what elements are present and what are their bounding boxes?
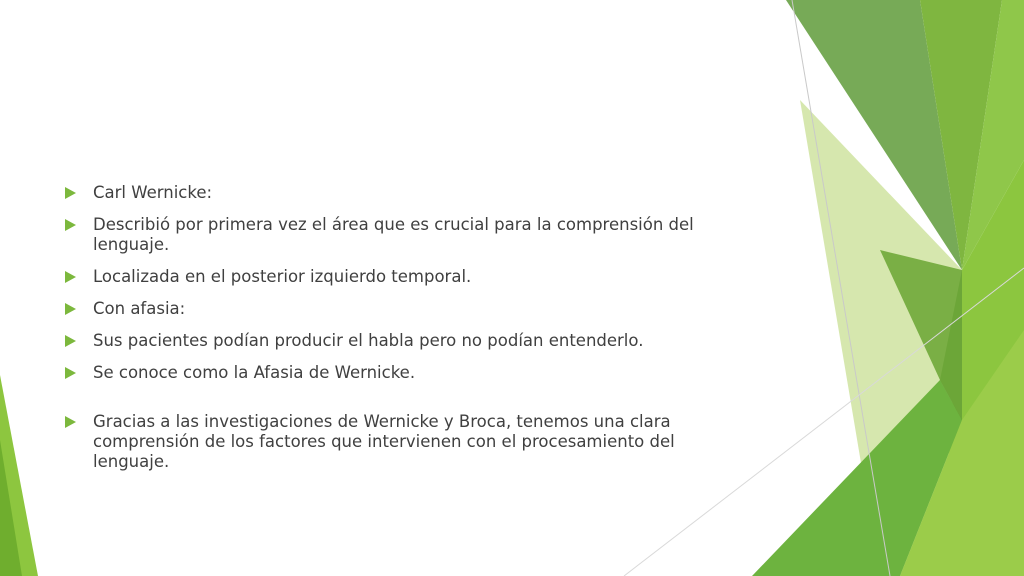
- bullet-text: Gracias a las investigaciones de Wernicke y Broca, tenemos una clara comprensión de los factores que intervienen con el procesamiento del lenguaje.: [93, 412, 675, 471]
- triangle-right-icon: [64, 187, 76, 199]
- bullet-text: Con afasia:: [93, 299, 186, 318]
- bullet-text: Sus pacientes podían producir el habla pero no podían entenderlo.: [93, 331, 644, 350]
- bullet-item: [64, 412, 744, 472]
- bullet-item: [64, 267, 744, 287]
- bullet-item: [64, 183, 744, 203]
- bullet-item: [64, 299, 744, 319]
- bullet-text: Carl Wernicke:: [93, 183, 213, 202]
- triangle-right-icon: [64, 271, 76, 283]
- bullet-item: [64, 215, 744, 255]
- triangle-right-icon: [64, 416, 76, 428]
- bullet-text: Se conoce como la Afasia de Wernicke.: [93, 363, 416, 382]
- triangle-right-icon: [64, 335, 76, 347]
- bullet-text: Describió por primera vez el área que es crucial para la comprensión del lenguaje.: [93, 215, 694, 254]
- triangle-right-icon: [64, 219, 76, 231]
- bullet-item: [64, 363, 744, 383]
- triangle-right-icon: [64, 303, 76, 315]
- bullet-text: Localizada en el posterior izquierdo temporal.: [93, 267, 472, 286]
- bullet-item: [64, 331, 744, 351]
- triangle-right-icon: [64, 367, 76, 379]
- bullet-list: [64, 183, 744, 484]
